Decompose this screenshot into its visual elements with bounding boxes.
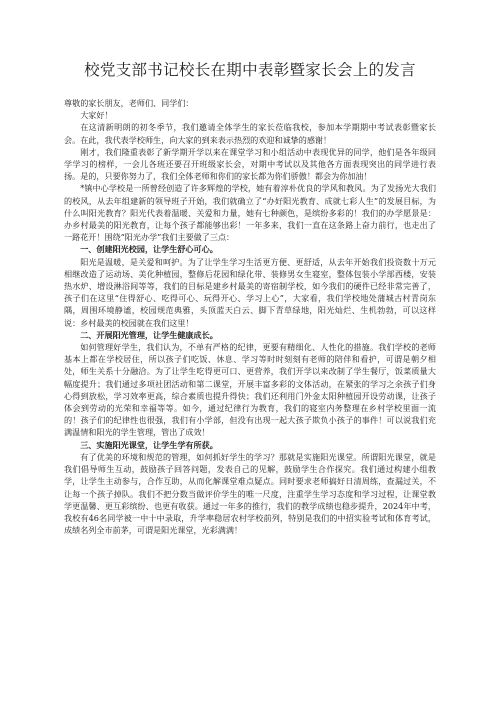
section-heading: 二、开展阳光管理，让学生健康成长。 (80, 329, 218, 340)
paragraph: 阳光是温暖，是关爱和呵护。为了让学生学习生活更方便、更舒适，从去年开始我们投资数十万元相继改造了运动场、美化种植园，整修后花园和绿化带、装修男女生寝室，整体包装小学部西楼，安装热水炉、增设淋浴间等等，我们的目标是建乡村最美的寄宿制学校，如今我们的硬件已经非常完善了，孩子们在这里“住得舒心、吃得可心、玩得开心、学习上心”，大家看，我们学校地处蒲城古村青岗东隅，周围环境静谧，校园规范典雅，头顶蓝天白云、脚下青草绿地，阳光灿烂、生机勃勃，可以这样说：乡村最美的校园就在我们这里！ (64, 256, 436, 328)
document-body (64, 97, 436, 536)
paragraph: *镇中心学校是一所曾经创造了许多辉煌的学校，她有着淳朴优良的学风和教风。为了发扬光大我们的校风，从去年组建新的领导班子开始，我们就确立了“办好阳光教育、成就七彩人生”的发展目标，为什么叫阳光教育？阳光代表着温暖、关爱和力量，她有七种颜色，是缤纷多彩的！我们的办学愿景是：办乡村最美的阳光教育，让每个孩子都能够出彩！一年多来，我们一直在这条路上奋力前行，也走出了一路花开！围绕“阳光办学”我们主要做了三点： (64, 183, 436, 243)
document-title: 校党支部书记校长在期中表彰暨家长会上的发言 (84, 61, 416, 79)
paragraph: 大家好！ (80, 110, 113, 121)
section-heading: 三、实施阳光课堂，让学生学有所获。 (80, 439, 218, 450)
paragraph: 在这清新明朗的初冬季节，我们邀请全体学生的家长莅临我校，参加本学期期中考试表彰暨家长会。在此，我代表学校师生，向大家的到来表示热烈的欢迎和诚挚的感谢！ (64, 122, 436, 145)
paragraph: 如何管理好学生，我们认为，不单有严格的纪律，更要有精细化、人性化的措施。我们学校的老师基本上都在学校居住，所以孩子们吃饭、休息、学习等时时刻刻有老师的陪伴和看护，可谓是朝夕相处，师生关系十分融洽。为了让学生吃得更可口、更营养，我们开学以来改制了学生餐厅，饭菜质量大幅度提升；我们通过多项社团活动和第二课堂，开展丰富多彩的文体活动，在紧张的学习之余孩子们身心得到放松，学习效率更高，综合素质也提升得快；我们还利用门外金太阳种植园开设劳动课，让孩子体会到劳动的光荣和幸福等等。如今，通过纪律行为教育，我们的寝室内务整理在乡村学校里面一流的！孩子们的纪律性也很强，我们有小学部，但没有出现一起大孩子欺负小孩子的事件！可以说我们充满温情和阳光的学生管理，管出了成效！ (64, 342, 436, 438)
paragraph: 有了优美的环境和规范的管理，如何抓好学生的学习？那就是实施阳光课堂。所谓阳光课堂，就是我们倡导师生互动，鼓励孩子回答问题，发表自己的见解，鼓励学生合作探究。我们通过构建小组教学，让学生主动参与，合作互助，从而化解课堂难点疑点。同时要求老师搞好日清周练，查漏过关，不让每一个孩子掉队。我们不把分数当做评价学生的唯一尺度，注重学生学习态度和学习过程，让课堂教学更温馨、更互彩缤纷、也更有收获。通过一年多的推行，我们的教学成绩也稳步提升，2024年中考，我校有46名同学被一中十中录取，升学率稳居农村学校前列，特别是我们的中招实验考试和体育考试，成绩名列全市前茅，可谓是阳光课堂，光彩满满！ (64, 451, 436, 536)
paragraph: 刚才，我们隆重表彰了新学期开学以来在课堂学习和小组活动中表现优异的同学，他们是各年级同学学习的榜样，一会儿各班还要召开班级家长会，对期中考试以及其他各方面表现突出的同学进行表扬。是的，只要你努力了，我们全体老师和你们的家长都为你们骄傲！都会为你加油！ (64, 146, 436, 182)
salutation: 尊敬的家长朋友，老师们、同学们： (64, 98, 194, 108)
section-heading: 一、创建阳光校园，让学生舒心可心。 (80, 244, 218, 255)
